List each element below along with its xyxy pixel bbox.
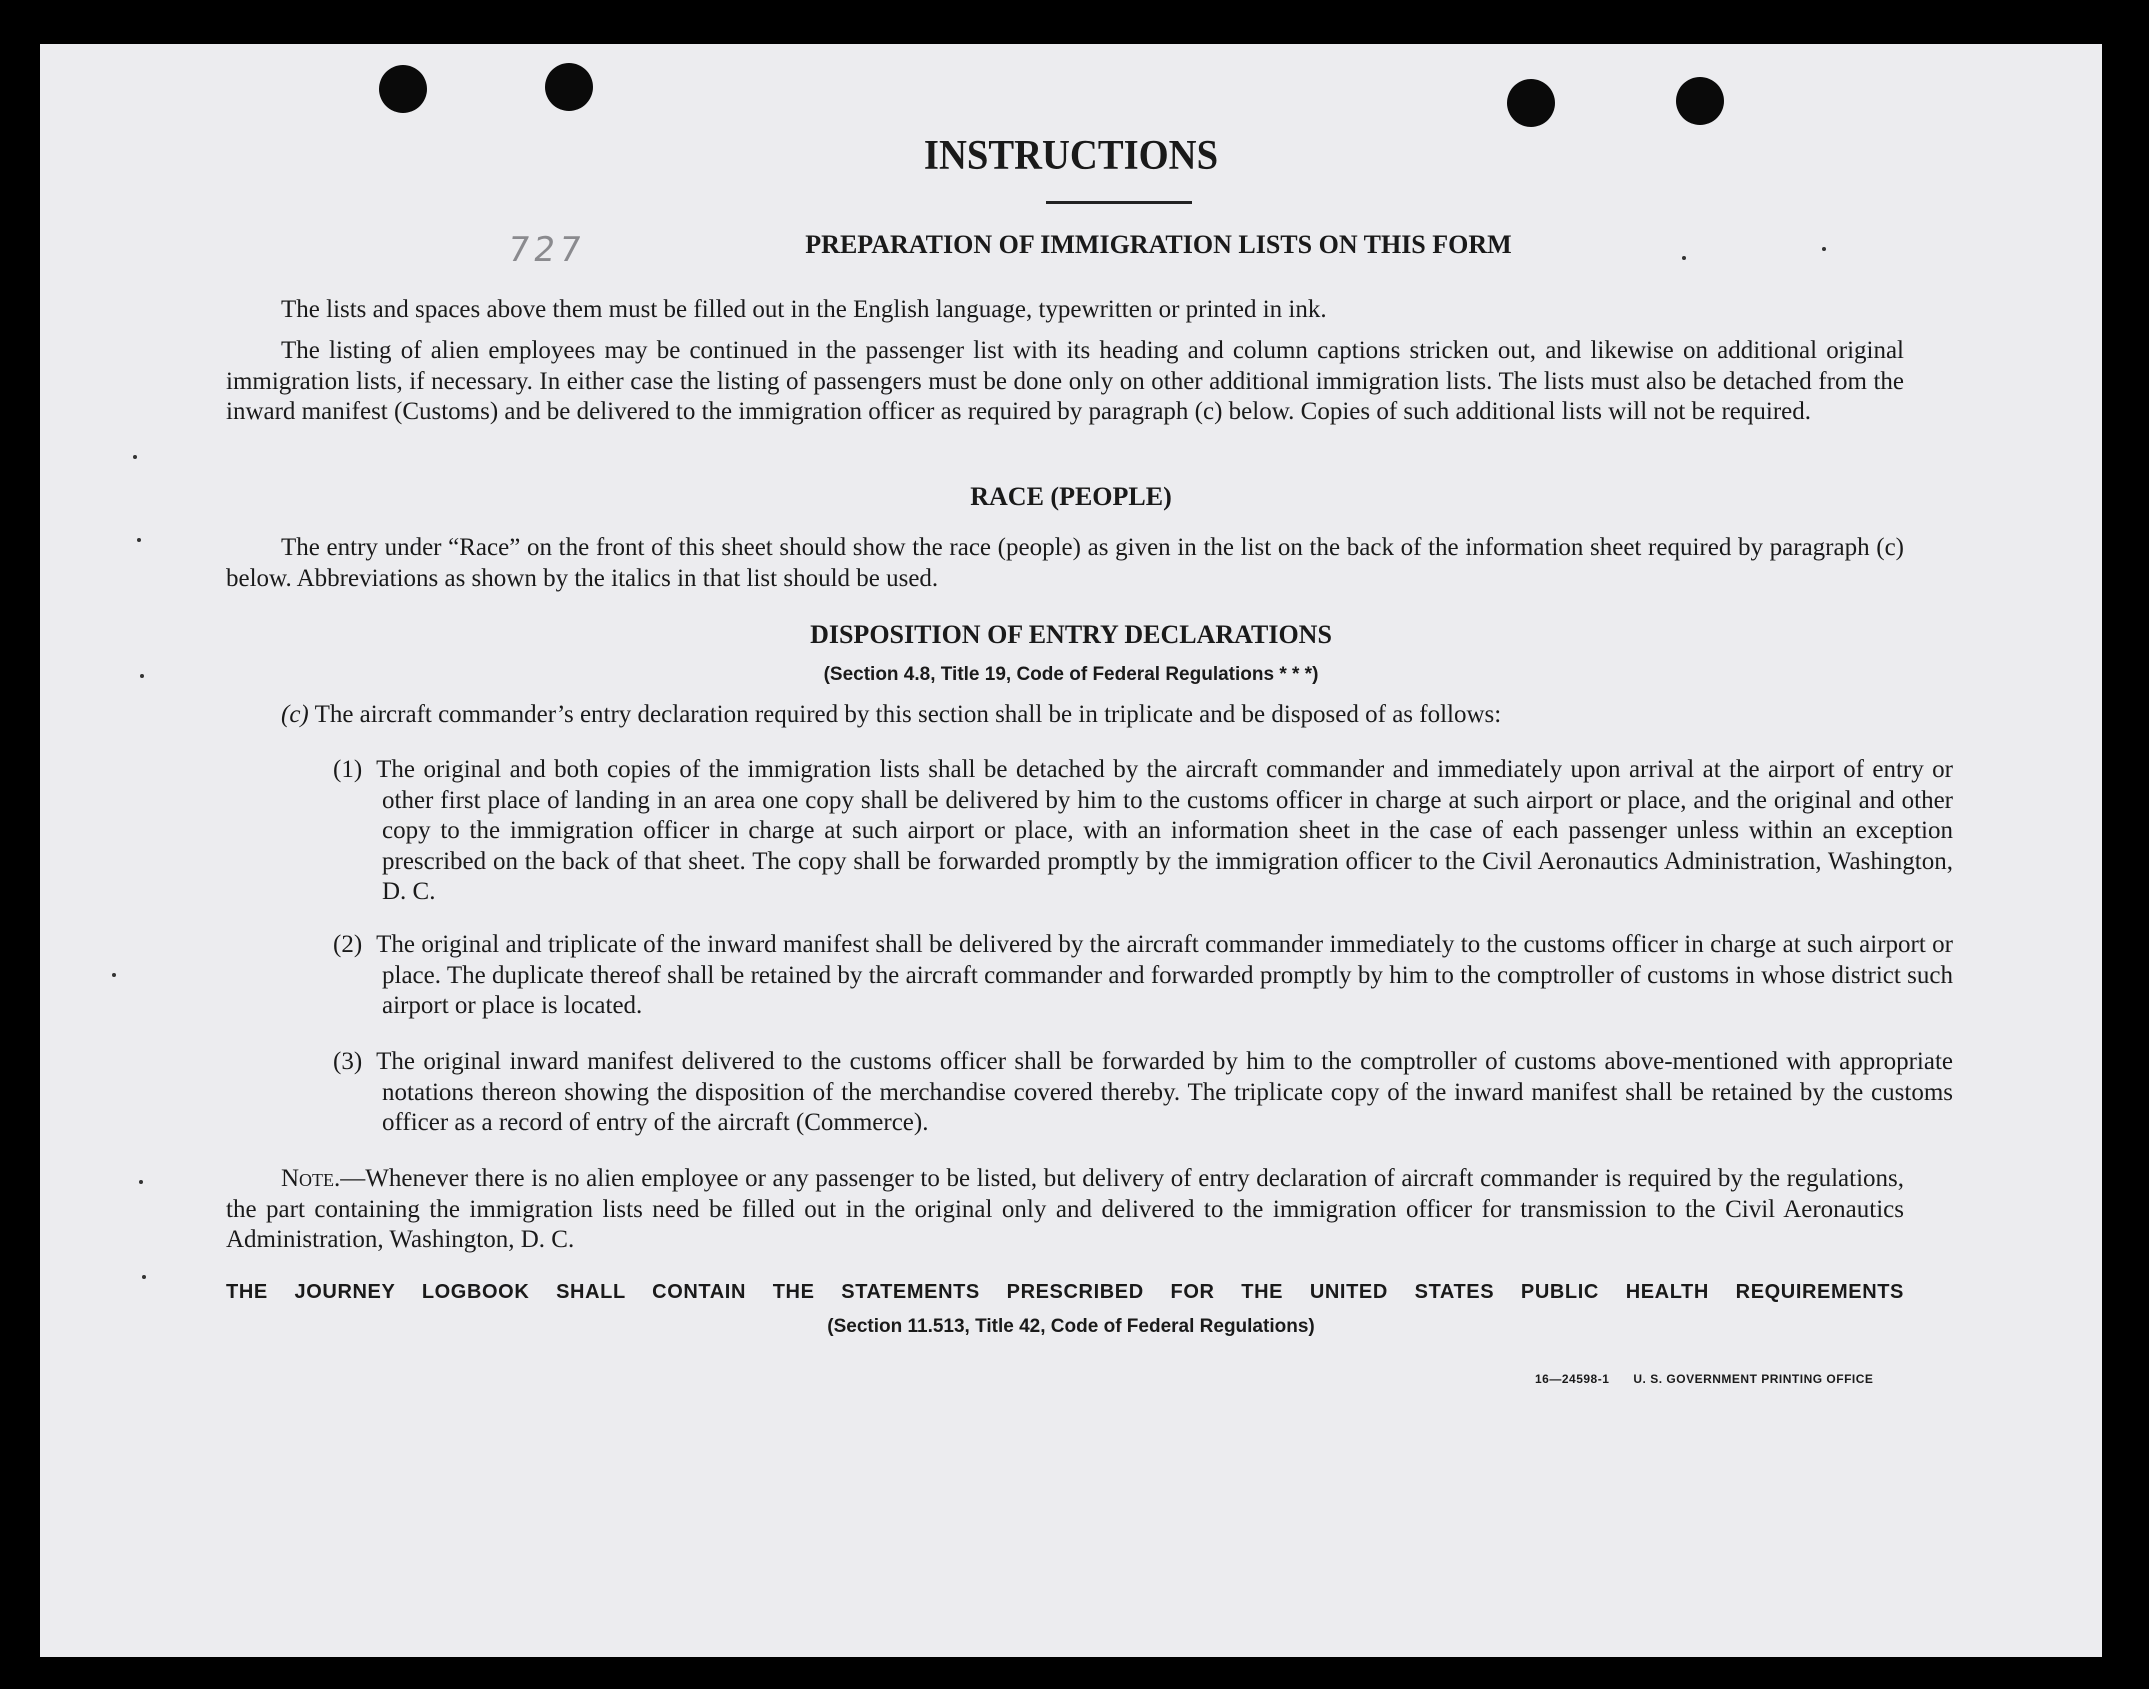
- list-item: [333, 1047, 1953, 1139]
- paragraph-language: The lists and spaces above them must be filled out in the English language, typewritten or printed in ink.: [281, 296, 1327, 323]
- list-item: [333, 930, 1953, 1022]
- punch-hole: [545, 63, 593, 111]
- paragraph-c-text: The aircraft commander’s entry declaration required by this section shall be in triplicate and be disposed of as follows:: [314, 701, 1502, 728]
- item-text: The original inward manifest delivered to the customs officer shall be forwarded by him to the comptroller of customs above-mentioned with appropriate notations thereon showing the disposition of the merchandise covered thereby. The triplicate copy of the inward manifest shall be retained by the customs officer as a record of entry of the aircraft (Commerce).: [376, 1048, 1953, 1136]
- regulation-citation: (Section 4.8, Title 19, Code of Federal Regulations * * *): [823, 664, 1319, 685]
- paragraph-c-label: (c): [281, 701, 309, 728]
- health-requirements-citation: (Section 11.513, Title 42, Code of Federal Regulations): [827, 1316, 1315, 1337]
- paragraph-race: The entry under “Race” on the front of this sheet should show the race (people) as given in the list on the back of the information sheet required by paragraph (c) below. Abbreviations as shown by the italics in that list should be used.: [226, 534, 1904, 592]
- section-heading-race: RACE (PEOPLE): [970, 482, 1172, 511]
- form-number: 16—24598-1: [1535, 1372, 1610, 1386]
- punch-hole: [1676, 77, 1724, 125]
- punch-hole: [379, 65, 427, 113]
- printer-imprint: [1535, 1372, 1873, 1386]
- page-title: INSTRUCTIONS: [923, 133, 1219, 179]
- list-item: [333, 755, 1953, 908]
- item-number: (1): [333, 756, 363, 783]
- paragraph-c-intro: [281, 700, 1904, 731]
- item-number: (3): [333, 1048, 363, 1075]
- item-text: The original and triplicate of the inward manifest shall be delivered by the aircraft commander immediately to the customs officer in charge at such airport or place. The duplicate thereof shall be retained by the aircraft commander and forwarded promptly by him to the comptroller of customs in whose district such airport or place is located.: [376, 931, 1953, 1019]
- note-text: —Whenever there is no alien employee or any passenger to be listed, but delivery of entry declaration of aircraft commander is required by the regulations, the part containing the immigration lists need be filled out in the original only and delivered to the immigration officer for transmission to the Civil Aeronautics Administration, Washington, D. C.: [226, 1165, 1904, 1253]
- ink-speck: [112, 973, 116, 977]
- paragraph-alien-employees: The listing of alien employees may be continued in the passenger list with its heading and column captions stricken out, and likewise on additional original immigration lists, if necessary. In either case the listing of passengers must be done only on other additional immigration lists. The lists must also be detached from the inward manifest (Customs) and be delivered to the immigration officer as required by paragraph (c) below. Copies of such additional lists will not be required.: [226, 337, 1904, 425]
- section-heading-preparation: PREPARATION OF IMMIGRATION LISTS ON THIS FORM: [805, 230, 1512, 259]
- handwritten-mark: 727: [505, 230, 588, 270]
- document-page: [40, 44, 2102, 1657]
- item-number: (2): [333, 931, 363, 958]
- ink-speck: [137, 538, 141, 542]
- ink-speck: [139, 1180, 143, 1184]
- ink-speck: [133, 455, 137, 459]
- ink-speck: [142, 1275, 146, 1279]
- note-label: Note.: [281, 1165, 341, 1192]
- title-underline: [1046, 201, 1192, 204]
- punch-hole: [1507, 79, 1555, 127]
- section-heading-disposition: DISPOSITION OF ENTRY DECLARATIONS: [810, 620, 1332, 649]
- item-text: The original and both copies of the immigration lists shall be detached by the aircraft commander and immediately upon arrival at the airport of entry or other first place of landing in an area one copy shall be delivered by him to the customs officer in charge at such airport or place, and the original and other copy to the immigration officer in charge at such airport or place, with an information sheet in the case of each passenger unless within an exception prescribed on the back of that sheet. The copy shall be forwarded promptly by the immigration officer to the Civil Aeronautics Administration, Washington, D. C.: [376, 756, 1953, 905]
- health-requirements-statement: THE JOURNEY LOGBOOK SHALL CONTAIN THE STATEMENTS PRESCRIBED FOR THE UNITED STATES PUBLIC HEALTH REQUIREMENTS: [226, 1281, 1904, 1303]
- note-paragraph: [226, 1164, 1904, 1256]
- printer-name: U. S. GOVERNMENT PRINTING OFFICE: [1633, 1372, 1874, 1386]
